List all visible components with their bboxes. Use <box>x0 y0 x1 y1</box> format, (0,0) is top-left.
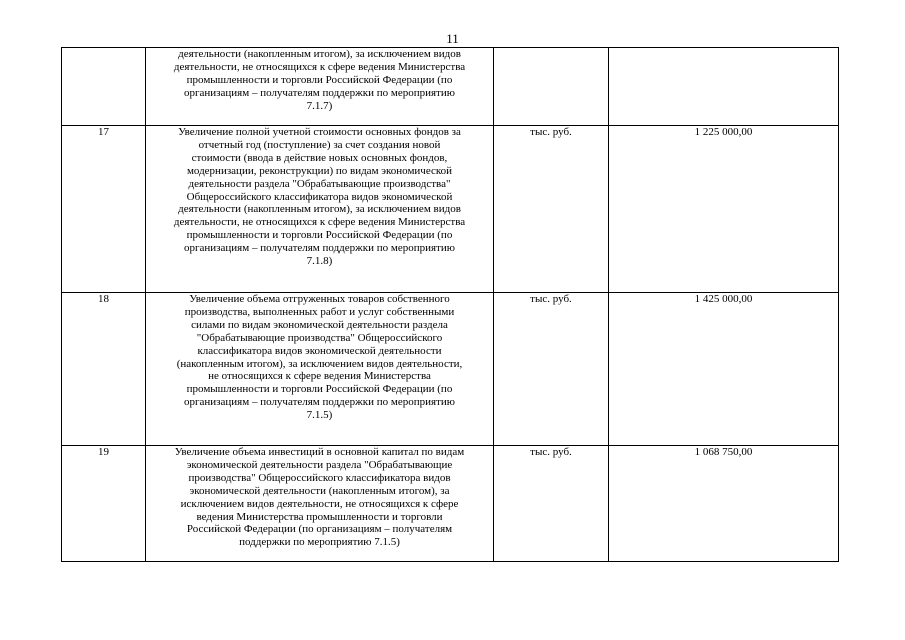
unit-of-measure <box>494 48 609 126</box>
table-row <box>62 446 839 562</box>
unit-of-measure: тыс. руб. <box>494 446 609 562</box>
row-number <box>62 48 146 126</box>
indicator-value <box>609 48 839 126</box>
indicator-value: 1 068 750,00 <box>609 446 839 562</box>
indicators-table <box>61 47 839 562</box>
table-row <box>62 126 839 293</box>
unit-of-measure: тыс. руб. <box>494 293 609 446</box>
indicator-value: 1 425 000,00 <box>609 293 839 446</box>
indicator-name: Увеличение объема отгруженных товаров собственного производства, выполненных работ и услуг собственными силами по видам экономической деятельности раздела "Обрабатывающие производства" Общероссийского классификатора видов экономической деятельности (накопленным итогом), за исключением видов деятельности, не относящихся к сфере ведения Министерства промышленности и торговли Российской Федерации (по организациям – получателям поддержки по мероприятию 7.1.5) <box>146 293 494 446</box>
indicator-name: деятельности (накопленным итогом), за исключением видов деятельности, не относящихся к сфере ведения Министерства промышленности и торговли Российской Федерации (по организациям – получателям поддержки по мероприятию 7.1.7) <box>146 48 494 126</box>
indicator-value: 1 225 000,00 <box>609 126 839 293</box>
row-number: 17 <box>62 126 146 293</box>
indicator-name: Увеличение объема инвестиций в основной капитал по видам экономической деятельности раздела "Обрабатывающие производства" Общероссийского классификатора видов экономической деятельности (накопленным итогом), за исключением видов деятельности, не относящихся к сфере ведения Министерства промышленности и торговли Российской Федерации (по организациям – получателям поддержки по мероприятию 7.1.5) <box>146 446 494 562</box>
row-number: 18 <box>62 293 146 446</box>
table-row <box>62 293 839 446</box>
row-number: 19 <box>62 446 146 562</box>
indicator-name: Увеличение полной учетной стоимости основных фондов за отчетный год (поступление) за счет создания новой стоимости (ввода в действие новых основных фондов, модернизации, реконструкции) по видам экономической деятельности раздела "Обрабатывающие производства" Общероссийского классификатора видов экономической деятельности (накопленным итогом), за исключением видов деятельности, не относящихся к сфере ведения Министерства промышленности и торговли Российской Федерации (по организациям – получателям поддержки по мероприятию 7.1.8) <box>146 126 494 293</box>
page-number: 11 <box>446 31 459 46</box>
table-row <box>62 48 839 126</box>
unit-of-measure: тыс. руб. <box>494 126 609 293</box>
